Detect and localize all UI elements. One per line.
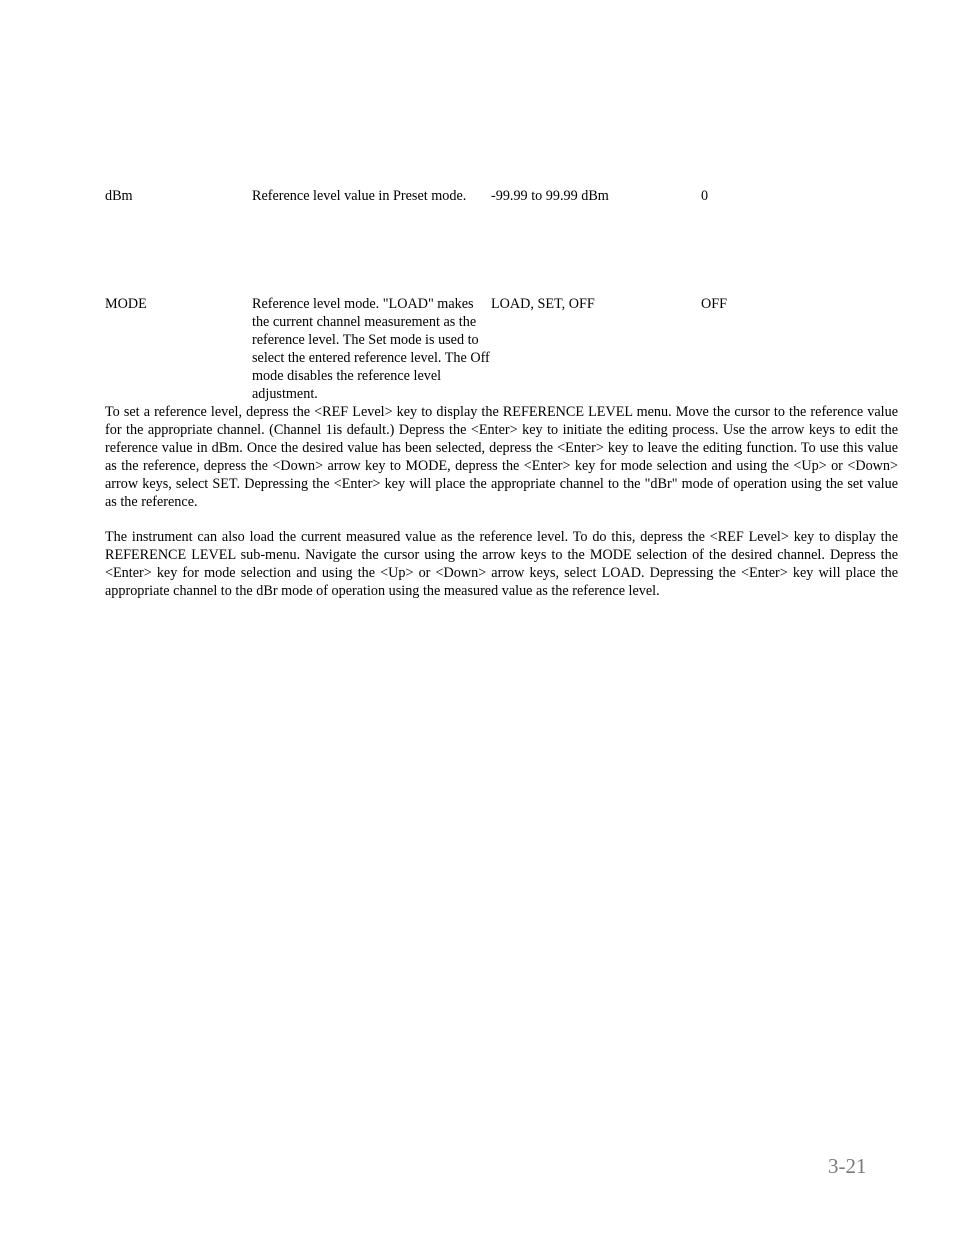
parameter-description: Reference level value in Preset mode. (252, 188, 467, 204)
parameter-default: 0 (701, 188, 709, 204)
parameter-range: -99.99 to 99.99 dBm (491, 188, 609, 204)
instruction-paragraph: To set a reference level, depress the <REF Level> key to display the REFERENCE LEVEL menu. Move the cursor to the reference value for the appropriate channel. (Channel 1is default.) Depress the <Enter> key to initiate the editing process. Use the arrow keys to edit the reference value in dBm. Once the desired value has been selected, depress the <Enter> key to leave the editing function. To use this value as the reference, depress the <Down> arrow key to MODE, depress the <Enter> key for mode selection and using the <Up> or <Down> arrow keys, select SET. Depressing the <Enter> key will place the appropriate channel to the "dBr" mode of operation using the set value as the reference. (105, 404, 898, 510)
parameter-description: Reference level mode. "LOAD" makes the current channel measurement as the reference level. The Set mode is used to select the entered reference level. The Off mode disables the reference level adjustment. (252, 296, 490, 402)
parameter-range: LOAD, SET, OFF (491, 296, 595, 312)
table-row (105, 187, 905, 241)
parameter-name: dBm (105, 188, 133, 204)
instruction-paragraph: The instrument can also load the current measured value as the reference level. To do this, depress the <REF Level> key to display the REFERENCE LEVEL sub-menu. Navigate the cursor using the arrow keys to the MODE selection of the desired channel. Depress the <Enter> key for mode selection and using the <Up> or <Down> arrow keys, select LOAD. Depressing the <Enter> key will place the appropriate channel to the dBr mode of operation using the measured value as the reference level. (105, 529, 898, 599)
page-number: 3-21 (828, 1154, 867, 1178)
parameter-table (105, 187, 905, 402)
parameter-name: MODE (105, 296, 147, 312)
parameter-default: OFF (701, 296, 728, 312)
